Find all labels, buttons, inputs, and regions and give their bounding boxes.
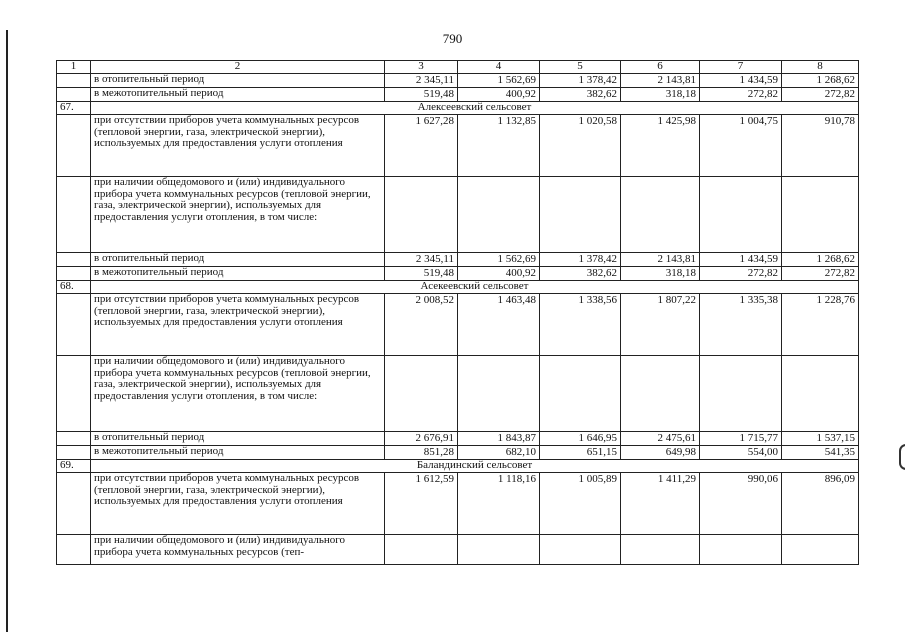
value-cell-col7: 1 434,59 [700,253,782,267]
row-number-cell [57,446,91,460]
header-cell-1: 1 [57,61,91,74]
row-label: при наличии общедомового и (или) индивидуального прибора учета коммунальных ресурсов (тепловой энергии, газа, электрической энергии), используемых для предоставления услуги отопления, в том числе: [91,356,385,432]
value-cell-col7: 1 434,59 [700,74,782,88]
value-cell-col5: 1 378,42 [540,253,621,267]
value-cell-col5: 1 646,95 [540,432,621,446]
row-number-cell: 69. [57,460,91,473]
value-cell-col4: 1 118,16 [458,473,540,535]
row-label: при отсутствии приборов учета коммунальных ресурсов (тепловой энергии, газа, электрической энергии), используемых для предоставления услуги отопления [91,115,385,177]
table-row [57,74,859,88]
value-cell-col5 [540,535,621,565]
row-number-cell [57,432,91,446]
row-number-cell [57,253,91,267]
header-cell-8: 8 [782,61,859,74]
row-number-cell [57,88,91,102]
value-cell-col6 [621,535,700,565]
value-cell-col4 [458,177,540,253]
row-label: в отопительный период [91,253,385,267]
tariff-table [56,60,859,565]
row-number-cell [57,356,91,432]
row-label: в межотопительный период [91,267,385,281]
value-cell-col5: 1 378,42 [540,74,621,88]
value-cell-col4: 682,10 [458,446,540,460]
header-cell-4: 4 [458,61,540,74]
section-row [57,281,859,294]
value-cell-col7: 1 335,38 [700,294,782,356]
value-cell-col5: 382,62 [540,267,621,281]
value-cell-col4: 1 843,87 [458,432,540,446]
value-cell-col3: 1 627,28 [385,115,458,177]
value-cell-col8: 896,09 [782,473,859,535]
value-cell-col7: 554,00 [700,446,782,460]
row-label: в отопительный период [91,432,385,446]
value-cell-col8: 1 268,62 [782,253,859,267]
value-cell-col7: 1 715,77 [700,432,782,446]
value-cell-col3: 519,48 [385,267,458,281]
scan-edge-line [6,30,8,632]
value-cell-col3: 2 345,11 [385,253,458,267]
row-number-cell: 67. [57,102,91,115]
value-cell-col3: 2 008,52 [385,294,458,356]
row-label: в отопительный период [91,74,385,88]
value-cell-col6 [621,177,700,253]
value-cell-col3 [385,535,458,565]
table-row [57,177,859,253]
section-title: Баландинский сельсовет [91,460,859,473]
row-label: при отсутствии приборов учета коммунальных ресурсов (тепловой энергии, газа, электрической энергии), используемых для предоставления услуги отопления [91,473,385,535]
table-row [57,446,859,460]
row-number-cell [57,473,91,535]
table-row [57,88,859,102]
table-row [57,294,859,356]
row-number-cell [57,294,91,356]
row-number-cell [57,115,91,177]
value-cell-col5 [540,356,621,432]
header-cell-5: 5 [540,61,621,74]
value-cell-col8: 1 537,15 [782,432,859,446]
row-label: при наличии общедомового и (или) индивидуального прибора учета коммунальных ресурсов (тепловой энергии, газа, электрической энергии), используемых для предоставления услуги отопления, в том числе: [91,177,385,253]
value-cell-col4: 1 132,85 [458,115,540,177]
value-cell-col4: 400,92 [458,88,540,102]
row-number-cell: 68. [57,281,91,294]
header-cell-7: 7 [700,61,782,74]
table-row [57,253,859,267]
row-label: при наличии общедомового и (или) индивидуального прибора учета коммунальных ресурсов (теп- [91,535,385,565]
value-cell-col7 [700,535,782,565]
row-label: в межотопительный период [91,446,385,460]
page-number: 790 [442,31,463,46]
value-cell-col7 [700,177,782,253]
value-cell-col4: 400,92 [458,267,540,281]
table-header-row [57,61,859,74]
value-cell-col4 [458,356,540,432]
value-cell-col5: 1 338,56 [540,294,621,356]
row-label: при отсутствии приборов учета коммунальных ресурсов (тепловой энергии, газа, электрической энергии), используемых для предоставления услуги отопления [91,294,385,356]
value-cell-col5: 651,15 [540,446,621,460]
value-cell-col8: 910,78 [782,115,859,177]
value-cell-col7: 272,82 [700,88,782,102]
scan-binding-mark [899,444,905,470]
value-cell-col4: 1 562,69 [458,74,540,88]
header-cell-3: 3 [385,61,458,74]
value-cell-col6: 649,98 [621,446,700,460]
header-cell-2: 2 [91,61,385,74]
row-number-cell [57,267,91,281]
value-cell-col3: 2 345,11 [385,74,458,88]
row-number-cell [57,177,91,253]
value-cell-col7: 1 004,75 [700,115,782,177]
value-cell-col3: 851,28 [385,446,458,460]
value-cell-col6: 1 425,98 [621,115,700,177]
value-cell-col3: 519,48 [385,88,458,102]
header-cell-6: 6 [621,61,700,74]
table-row [57,535,859,565]
value-cell-col6: 318,18 [621,267,700,281]
value-cell-col7: 272,82 [700,267,782,281]
value-cell-col8: 1 228,76 [782,294,859,356]
value-cell-col6: 2 475,61 [621,432,700,446]
value-cell-col6: 2 143,81 [621,253,700,267]
value-cell-col6: 1 807,22 [621,294,700,356]
section-row [57,102,859,115]
value-cell-col4 [458,535,540,565]
value-cell-col6: 1 411,29 [621,473,700,535]
table-row [57,115,859,177]
row-number-cell [57,535,91,565]
value-cell-col3: 1 612,59 [385,473,458,535]
value-cell-col6: 2 143,81 [621,74,700,88]
value-cell-col7: 990,06 [700,473,782,535]
row-number-cell [57,74,91,88]
value-cell-col8 [782,177,859,253]
value-cell-col8: 1 268,62 [782,74,859,88]
table-row [57,356,859,432]
section-title: Алексеевский сельсовет [91,102,859,115]
section-row [57,460,859,473]
value-cell-col6: 318,18 [621,88,700,102]
value-cell-col3 [385,356,458,432]
value-cell-col4: 1 463,48 [458,294,540,356]
value-cell-col8 [782,535,859,565]
value-cell-col4: 1 562,69 [458,253,540,267]
value-cell-col5: 1 020,58 [540,115,621,177]
table-row [57,473,859,535]
row-label: в межотопительный период [91,88,385,102]
value-cell-col5 [540,177,621,253]
value-cell-col6 [621,356,700,432]
value-cell-col8: 541,35 [782,446,859,460]
table-row [57,432,859,446]
value-cell-col3 [385,177,458,253]
value-cell-col8: 272,82 [782,267,859,281]
table-body [57,61,859,565]
value-cell-col8 [782,356,859,432]
table-row [57,267,859,281]
section-title: Асекеевский сельсовет [91,281,859,294]
value-cell-col3: 2 676,91 [385,432,458,446]
value-cell-col7 [700,356,782,432]
value-cell-col8: 272,82 [782,88,859,102]
value-cell-col5: 382,62 [540,88,621,102]
value-cell-col5: 1 005,89 [540,473,621,535]
